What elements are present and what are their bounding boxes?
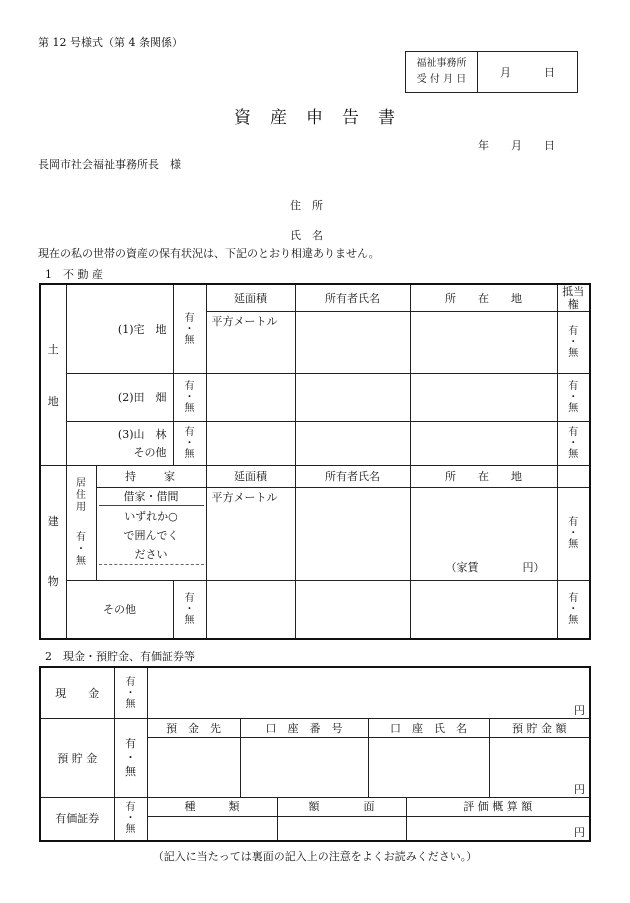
land-residential-yn[interactable]: 有 ・ 無 — [173, 284, 206, 374]
land-forest-mortgage-yn[interactable]: 有 ・ 無 — [557, 422, 590, 466]
cash-yn[interactable]: 有 ・ 無 — [114, 667, 147, 719]
date-field[interactable]: 年 月 日 — [478, 139, 555, 152]
building-residence-mortgage-yn[interactable]: 有 ・ 無 — [557, 487, 590, 580]
land-field-area[interactable] — [206, 374, 295, 422]
land-residential-area[interactable]: 平方メートル — [206, 312, 295, 374]
land-field-owner[interactable] — [295, 374, 410, 422]
deposit-account-name[interactable] — [368, 737, 489, 797]
land-forest-area[interactable] — [206, 422, 295, 466]
building-header-location: 所 在 地 — [410, 466, 557, 488]
residence-label: 居 住 用 — [76, 478, 86, 513]
deposit-header-amount: 預 貯 金 額 — [489, 719, 590, 738]
deposit-account-number[interactable] — [240, 737, 368, 797]
building-header-owner: 所有者氏名 — [295, 466, 410, 488]
deposit-amount[interactable] — [489, 737, 590, 797]
land-residential-owner[interactable] — [295, 312, 410, 374]
building-other-label: その他 — [66, 581, 173, 639]
addressee: 長岡市社会福祉事務所長 様 — [38, 158, 181, 171]
section2-title: 2 現金・預貯金、有価証券等 — [45, 650, 195, 663]
building-other-mortgage-yn[interactable]: 有 ・ 無 — [557, 581, 590, 639]
circle-note: いずれか○ で囲んでく ださい — [99, 507, 204, 565]
deposit-bank[interactable] — [147, 737, 240, 797]
page-title: 資 産 申 告 書 — [234, 108, 396, 128]
land-field-label: (2)田 畑 — [66, 374, 173, 422]
securities-header-type: 種 類 — [147, 797, 277, 816]
land-forest-label: (3)山 林 その他 — [66, 422, 173, 466]
land-forest-yn[interactable]: 有 ・ 無 — [173, 422, 206, 466]
building-header-floor-area: 延面積 — [206, 466, 295, 488]
header-mortgage: 抵当権 — [557, 284, 590, 312]
deposit-header-account-name: 口 座 氏 名 — [368, 719, 489, 738]
rent-amount[interactable]: （家賃 円） — [445, 561, 545, 574]
header-owner: 所有者氏名 — [295, 284, 410, 312]
securities-valuation[interactable] — [406, 816, 590, 841]
securities-label: 有価証券 — [40, 797, 114, 841]
land-field-location[interactable] — [410, 374, 557, 422]
receipt-label-line1: 福祉事務所 — [416, 58, 467, 69]
land-forest-location[interactable] — [410, 422, 557, 466]
securities-yn[interactable]: 有 ・ 無 — [114, 797, 147, 841]
land-residential-mortgage-yn[interactable]: 有 ・ 無 — [557, 312, 590, 374]
header-location: 所 在 地 — [410, 284, 557, 312]
land-field-mortgage-yn[interactable]: 有 ・ 無 — [557, 374, 590, 422]
land-residential-label: (1)宅 地 — [66, 284, 173, 374]
building-residence-area[interactable]: 平方メートル — [206, 487, 295, 580]
section1-title: 1 不 動 産 — [45, 268, 103, 281]
securities-yen: 円 — [574, 826, 585, 839]
building-other-area[interactable] — [206, 581, 295, 639]
building-label: 建 物 — [40, 466, 66, 639]
building-other-location[interactable] — [410, 581, 557, 639]
form-number: 第 12 号様式（第 4 条関係） — [38, 36, 183, 49]
land-label: 土 地 — [40, 284, 66, 466]
footer-note: （記入に当たっては裏面の記入上の注意をよくお読みください。） — [152, 850, 478, 863]
building-residence-location[interactable] — [410, 487, 557, 580]
receipt-date-box — [405, 51, 578, 93]
declaration-text: 現在の私の世帯の資産の保有状況は、下記のとおり相違ありません。 — [38, 247, 380, 260]
header-floor-area: 延面積 — [206, 284, 295, 312]
address-label: 住 所 — [290, 199, 323, 212]
receipt-date-field[interactable]: 月 日 — [478, 52, 578, 93]
land-field-yn[interactable]: 有 ・ 無 — [173, 374, 206, 422]
land-residential-location[interactable] — [410, 312, 557, 374]
rented-option[interactable]: 借家・借間 — [99, 490, 204, 506]
land-forest-owner[interactable] — [295, 422, 410, 466]
deposit-yen: 円 — [574, 782, 585, 796]
cash-amount[interactable] — [147, 667, 590, 719]
deposit-header-bank: 預 金 先 — [147, 719, 240, 738]
owned-house-option[interactable]: 持 家 — [96, 466, 206, 488]
real-estate-table — [39, 283, 591, 640]
securities-header-valuation: 評 価 概 算 額 — [406, 797, 590, 816]
deposits-yn[interactable]: 有 ・ 無 — [114, 719, 147, 798]
deposits-label: 預 貯 金 — [40, 719, 114, 798]
building-header-empty — [557, 466, 590, 488]
receipt-label-line2: 受 付 月 日 — [416, 74, 467, 85]
securities-header-face-value: 額 面 — [277, 797, 406, 816]
deposit-header-account-number: 口 座 番 号 — [240, 719, 368, 738]
building-residence-owner[interactable] — [295, 487, 410, 580]
cash-yen: 円 — [574, 704, 585, 718]
rented-cell — [96, 487, 206, 580]
receipt-label — [406, 52, 478, 93]
securities-face-value[interactable] — [277, 816, 406, 841]
name-label: 氏 名 — [290, 229, 323, 242]
cash-securities-table — [39, 666, 591, 842]
building-other-yn[interactable]: 有 ・ 無 — [173, 581, 206, 639]
residence-cell[interactable] — [66, 466, 96, 581]
building-other-owner[interactable] — [295, 581, 410, 639]
residence-yn[interactable]: 有 ・ 無 — [76, 532, 86, 567]
securities-type[interactable] — [147, 816, 277, 841]
cash-label: 現 金 — [40, 667, 114, 719]
